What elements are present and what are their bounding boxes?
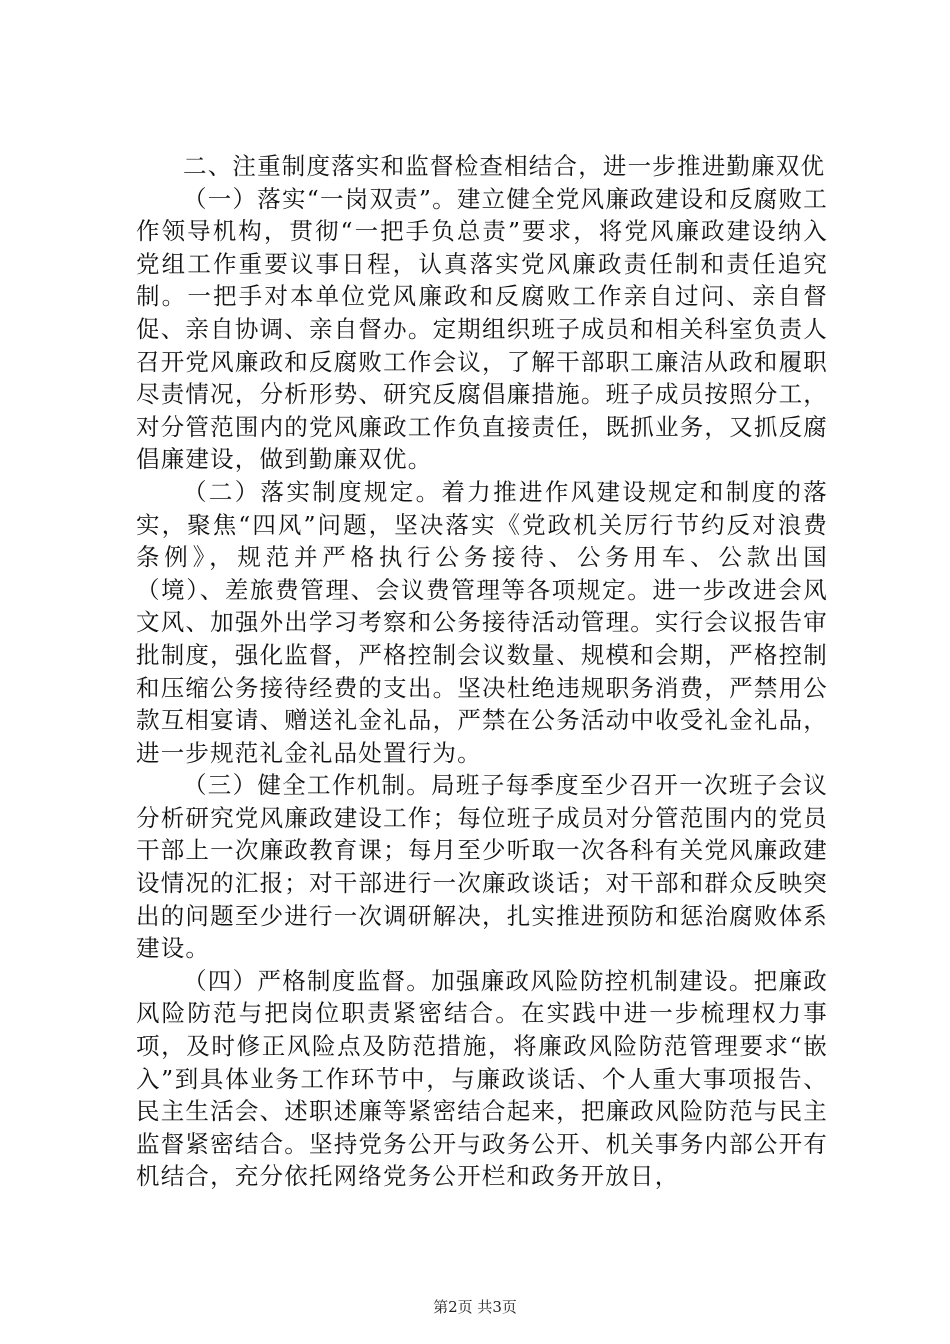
paragraph-1: （一）落实“一岗双责”。建立健全党风廉政建设和反腐败工作领导机构，贯彻“一把手负总责”要求，将党风廉政建设纳入党组工作重要议事日程，认真落实党风廉政责任制和责任追究制。一把手对本单位党风廉政和反腐败工作亲自过问、亲自督促、亲自协调、亲自督办。定期组织班子成员和相关科室负责人召开党风廉政和反腐败工作会议，了解干部职工廉洁从政和履职尽责情况，分析形势、研究反腐倡廉措施。班子成员按照分工，对分管范围内的党风廉政工作负直接责任，既抓业务，又抓反腐倡廉建设，做到勤廉双优。: [136, 184, 828, 474]
page-number-footer: 第2页 共3页: [433, 1298, 517, 1316]
section-heading: 二、注重制度落实和监督检查相结合，进一步推进勤廉双优: [183, 152, 826, 180]
paragraph-4: （四）严格制度监督。加强廉政风险防控机制建设。把廉政风险防范与把岗位职责紧密结合。在实践中进一步梳理权力事项，及时修正风险点及防范措施，将廉政风险防范管理要求“嵌入”到具体业务工作环节中，与廉政谈话、个人重大事项报告、民主生活会、述职述廉等紧密结合起来，把廉政风险防范与民主监督紧密结合。坚持党务公开与政务公开、机关事务内部公开有机结合，充分依托网络党务公开栏和政务开放日，: [136, 966, 828, 1191]
document-body: [136, 150, 828, 1193]
paragraph-3: （三）健全工作机制。局班子每季度至少召开一次班子会议分析研究党风廉政建设工作；每位班子成员对分管范围内的党员干部上一次廉政教育课；每月至少听取一次各科有关党风廉政建设情况的汇报；对干部进行一次廉政谈话；对干部和群众反映突出的问题至少进行一次调研解决，扎实推进预防和惩治腐败体系建设。: [136, 771, 828, 963]
paragraph-2: （二）落实制度规定。着力推进作风建设规定和制度的落实，聚焦“四风”问题，坚决落实《党政机关厉行节约反对浪费条例》，规范并严格执行公务接待、公务用车、公款出国（境）、差旅费管理、会议费管理等各项规定。进一步改进会风文风、加强外出学习考察和公务接待活动管理。实行会议报告审批制度，强化监督，严格控制会议数量、规模和会期，严格控制和压缩公务接待经费的支出。坚决杜绝违规职务消费，严禁用公款互相宴请、赠送礼金礼品，严禁在公务活动中收受礼金礼品，进一步规范礼金礼品处置行为。: [136, 477, 828, 767]
